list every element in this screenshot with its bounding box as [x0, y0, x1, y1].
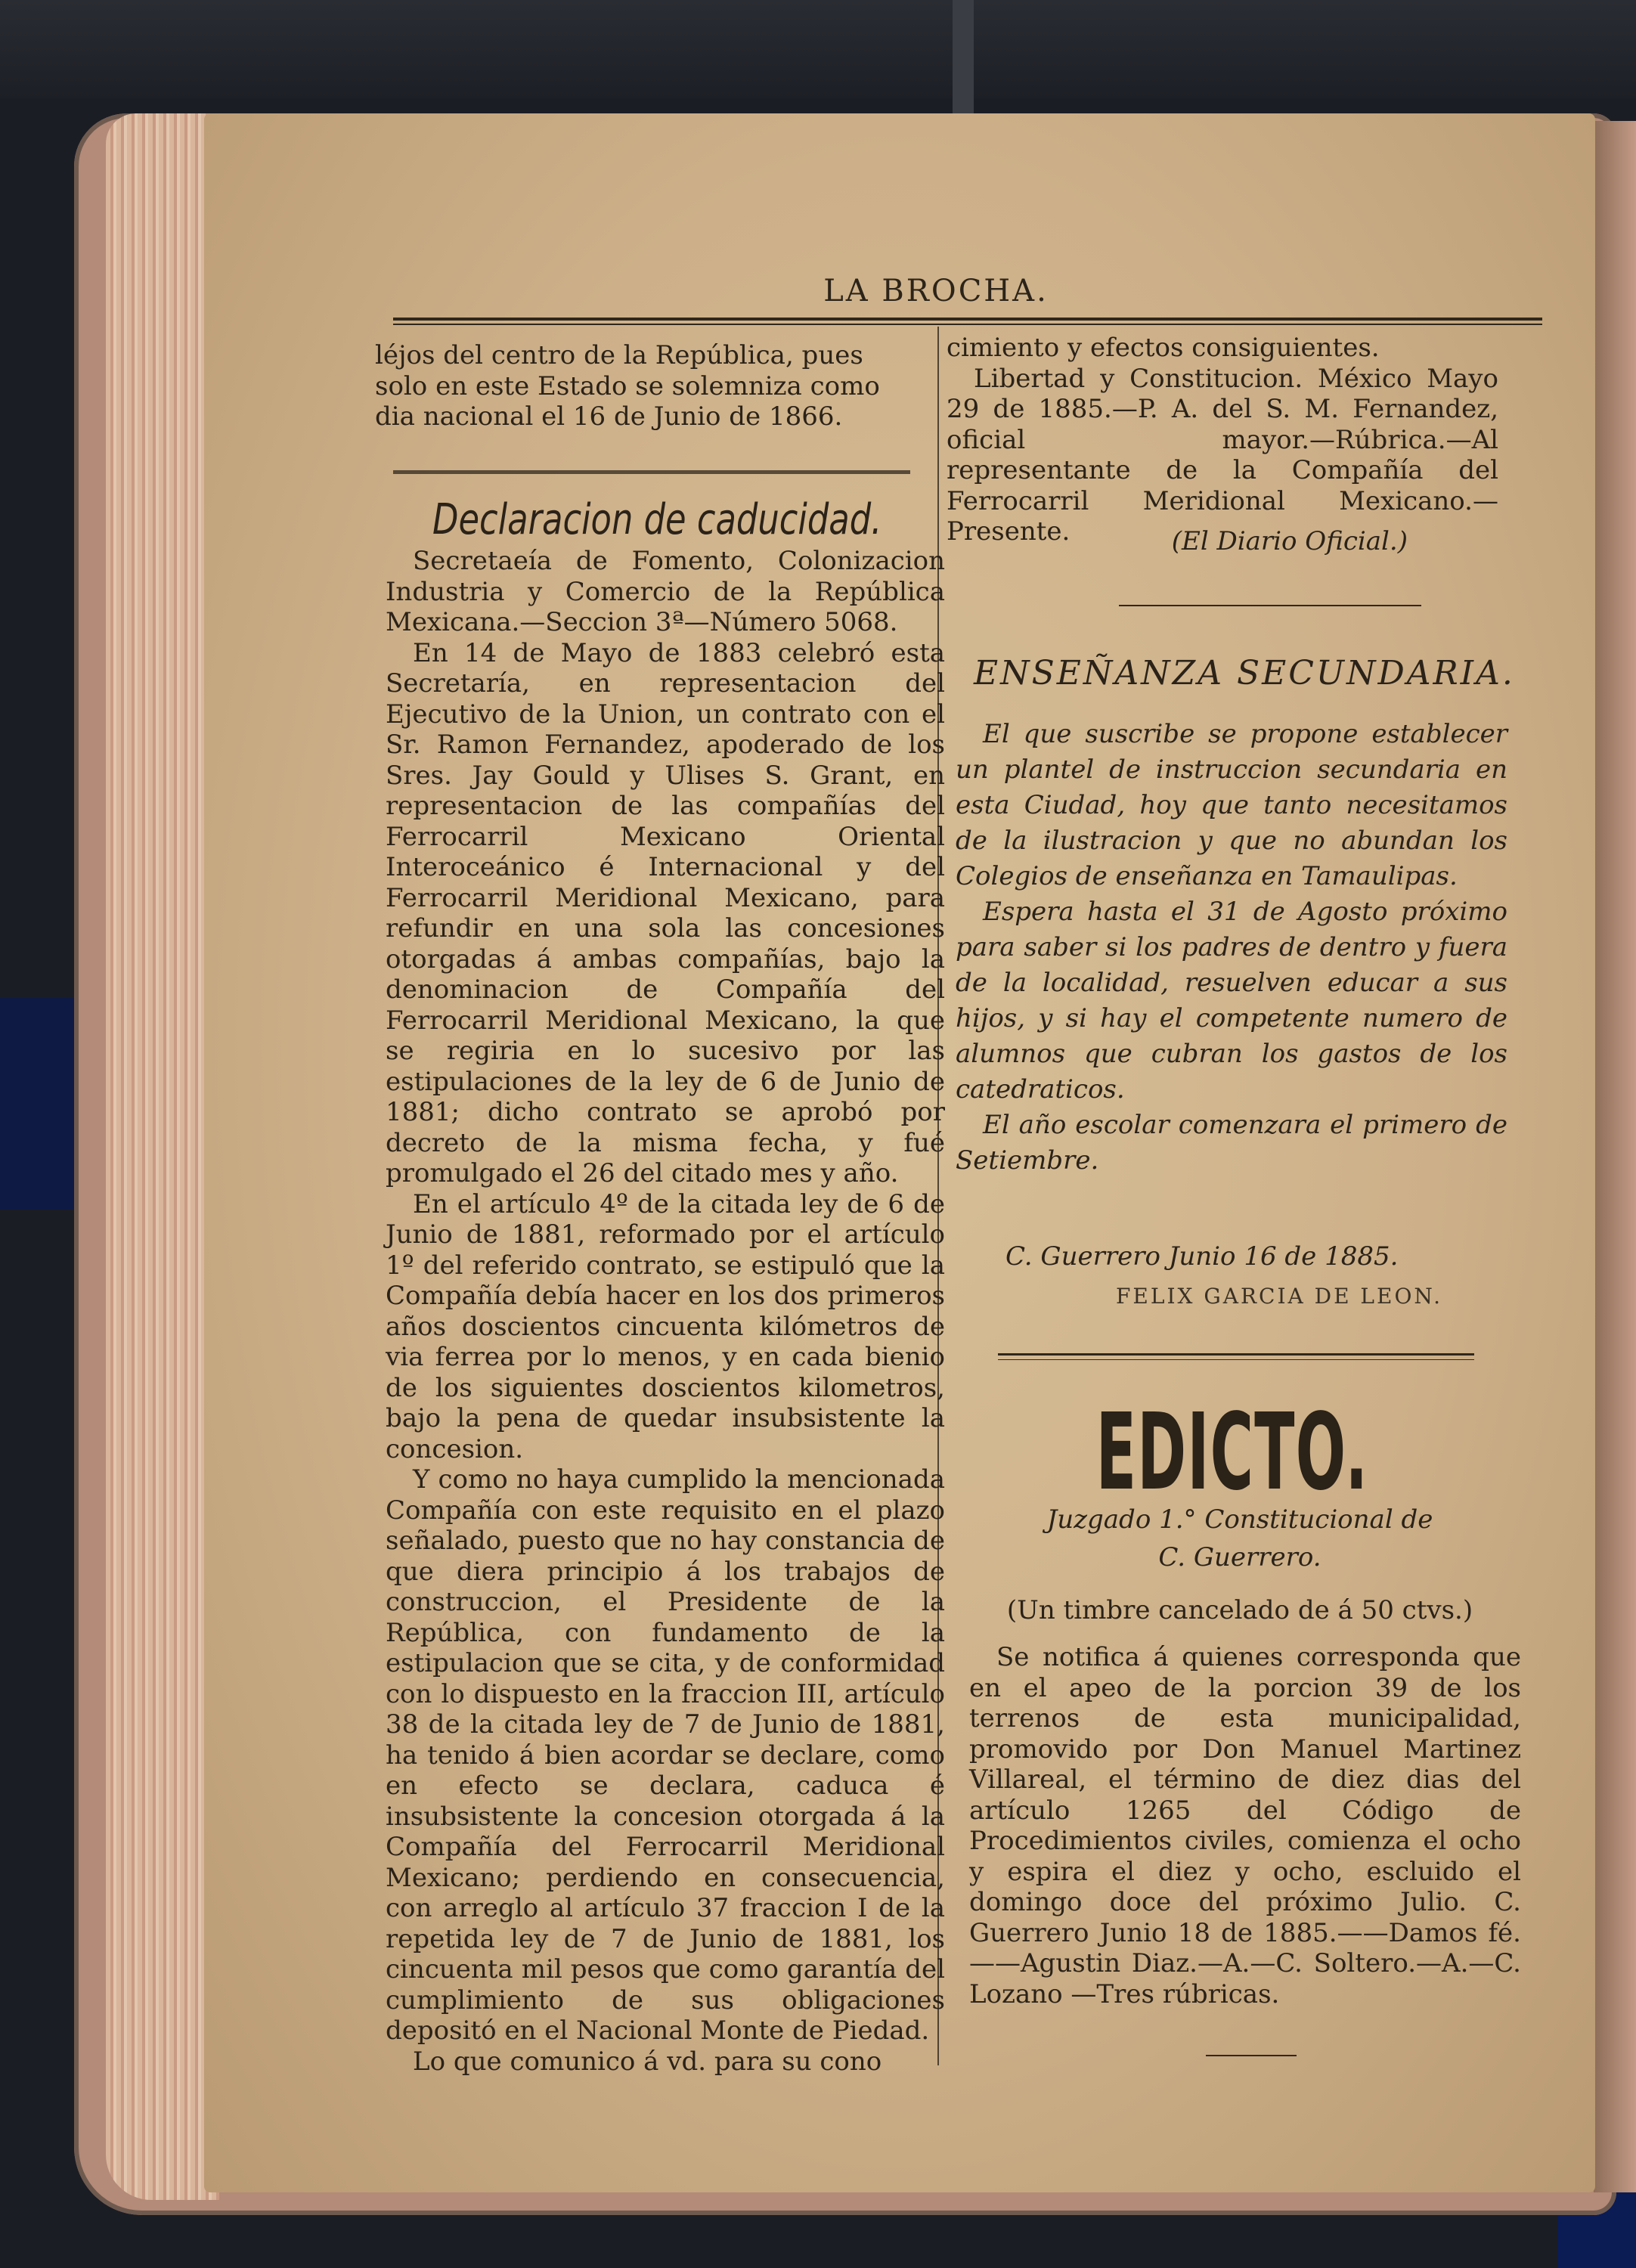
- court-line: Juzgado 1.° Constitucional de: [1046, 1504, 1433, 1535]
- paragraph: Espera hasta el 31 de Agosto próximo para saber si los padres de dentro y fuera de la localidad, resuelven educar a sus hijos, y si hay el competente numero de alumnos que cubran los gastos de los catedraticos.: [956, 897, 1507, 1105]
- declaracion-body: [386, 546, 945, 2077]
- paragraph: Se notifica á quienes corresponda que en el apeo de la porcion 39 de los terrenos de esta municipalidad, promovido por Don Manuel Martinez Villareal, el término de diez dias del artículo 1265 del Código de Procedimientos civiles, comienza el ocho y espira el diez y ocho, escluido el domingo doce del próximo Julio. C. Guerrero Junio 18 de 1885.——Damos fé.——Agustin Diaz.—A.—C. Soltero.—A.—C. Lozano —Tres rúbricas.: [969, 1642, 1521, 2009]
- divider-dashes: [1119, 605, 1421, 606]
- court-line: C. Guerrero.: [1158, 1542, 1322, 1572]
- paragraph: En el artículo 4º de la citada ley de 6 de Junio de 1881, reformado por el artículo 1º del referido contrato, se estipuló que la Compañía debía hacer en los dos primeros años doscientos cincuenta kilómetros de via ferrea por lo menos, y en cada bienio de los siguientes doscientos kilometros, bajo la pena de quedar insubsistente la concesion.: [386, 1188, 945, 1464]
- paragraph: Y como no haya cumplido la mencionada Compañía con este requisito en el plazo señalado, puesto que no hay constancia de que diera principio á los trabajos de construccion, el Presidente de la República, con fundamento de la estipulacion que se cita, y de conformidad con lo dispuesto en la fraccion III, artículo 38 de la citada ley de 7 de Junio de 1881, ha tenido á bien acordar se declare, como en efecto se declara, caduca é insubsistente la concesion otorgada á la Compañía del Ferrocarril Meridional Mexicano; perdiendo en consecuencia, con arreglo al artículo 37 fraccion I de la repetida ley de 7 de Junio de 1881, los cincuenta mil pesos que como garantía del cumplimiento de sus obligaciones depositó en el Nacional Monte de Piedad.: [386, 1464, 945, 2046]
- date-line: C. Guerrero Junio 16 de 1885.: [1005, 1241, 1399, 1272]
- ensenanza-body: [956, 717, 1507, 1179]
- edicto-body: [969, 1642, 1521, 2009]
- paragraph: Secretaeía de Fomento, Colonizacion Industria y Comercio de la República Mexicana.—Seccion 3ª—Número 5068.: [386, 546, 945, 637]
- stamp-note: (Un timbre cancelado de á 50 ctvs.): [1006, 1595, 1473, 1625]
- paragraph: Libertad y Constitucion. México Mayo 29 de 1885.—P. A. del S. M. Fernandez, oficial mayor.—Rúbrica.—Al representante de la Compañía del Ferrocarril Meridional Mexicano.—Presente.: [947, 363, 1498, 547]
- declaracion-heading: Declaracion de caducidad.: [432, 495, 882, 544]
- left-intro: [375, 340, 927, 432]
- intro-line: solo en este Estado se solemniza como: [375, 370, 880, 401]
- intro-line: léjos del centro de la República, pues: [375, 340, 863, 370]
- ensenanza-heading: ENSEÑANZA SECUNDARIA.: [974, 654, 1515, 692]
- section-rule: [393, 470, 910, 474]
- paragraph: Lo que comunico á vd. para su cono: [413, 2046, 882, 2077]
- end-rule: [1206, 2055, 1297, 2056]
- facing-page-edge: [1594, 121, 1636, 2192]
- section-rule: [998, 1353, 1474, 1356]
- paragraph: cimiento y efectos consiguientes.: [947, 333, 1380, 363]
- source-credit: (El Diario Oficial.): [1171, 526, 1408, 556]
- signature: FELIX GARCIA DE LEON.: [1116, 1284, 1443, 1309]
- continuation-text: [947, 333, 1498, 547]
- scanner-background: [0, 0, 1636, 98]
- paragraph: El año escolar comenzara el primero de Setiembre.: [956, 1110, 1507, 1176]
- header-rule: [393, 318, 1542, 321]
- intro-line: dia nacional el 16 de Junio de 1866.: [375, 401, 843, 432]
- header-rule-thin: [393, 324, 1542, 325]
- paragraph: En 14 de Mayo de 1883 celebró esta Secretaría, en representacion del Ejecutivo de la Union, un contrato con el Sr. Ramon Fernandez, apoderado de los Sres. Jay Gould y Ulises S. Grant, en representacion de las compañías del Ferrocarril Mexicano Oriental Interoceánico é Internacional y del Ferrocarril Meridional Mexicano, para refundir en una sola las concesiones otorgadas á ambas compañías, bajo la denominacion de Compañía del Ferrocarril Meridional Mexicano, la que se regiria en lo sucesivo por las estipulaciones de la ley de 6 de Junio de 1881; dicho contrato se aprobó por decreto de la misma fecha, y fué promulgado el 26 del citado mes y año.: [386, 637, 945, 1188]
- masthead: LA BROCHA.: [823, 274, 1049, 308]
- section-rule-thin: [998, 1359, 1474, 1360]
- page-stack-edge: [106, 113, 219, 2200]
- scanner-strip: [953, 0, 974, 113]
- edicto-title: EDICTO.: [1095, 1391, 1369, 1514]
- paragraph: El que suscribe se propone establecer un plantel de instruccion secundaria en esta Ciudad, hoy que tanto necesitamos de la ilustracion y que no abundan los Colegios de enseñanza en Tamaulipas.: [956, 719, 1507, 891]
